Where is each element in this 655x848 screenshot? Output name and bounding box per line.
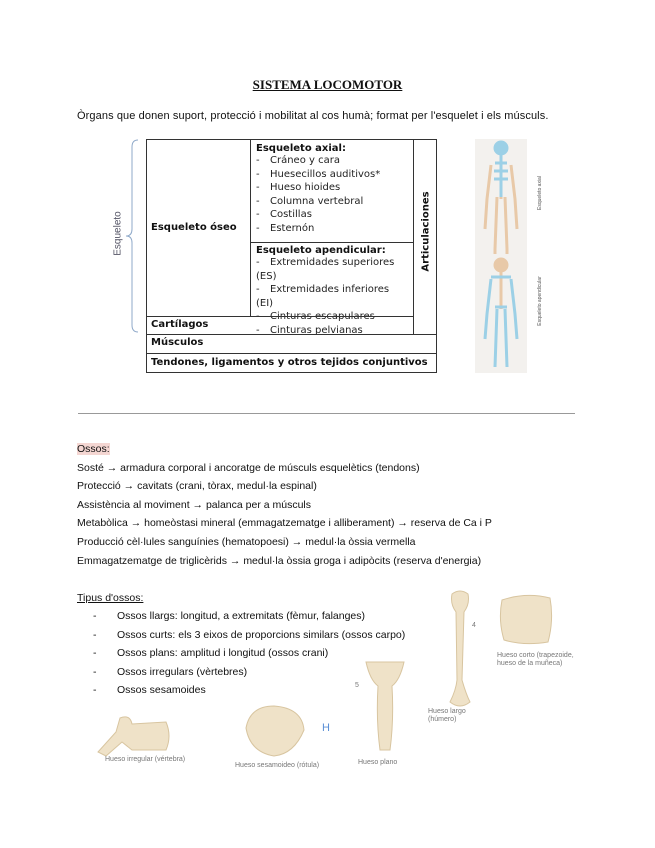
figure-number: 5 [355, 682, 359, 689]
esqueleto-label: Esqueleto [112, 211, 124, 256]
skeleton-label-axial: Esqueleto axial [537, 176, 543, 210]
caption-irregular: Hueso irregular (vértebra) [105, 756, 186, 763]
page-title: SISTEMA LOCOMOTOR [252, 77, 403, 92]
ossos-line: Protecció → cavitats (crani, tòrax, medul·la espinal) [77, 480, 317, 493]
list-item: - Extremidades inferiores (EI) [256, 284, 390, 309]
ossos-section [77, 440, 492, 570]
irregular-bone-image [96, 712, 172, 758]
list-item: - Ossos curts: els 3 eixos de proporcions similars (ossos carpo) [93, 628, 406, 641]
list-item: - Ossos plans: amplitud i longitud (ossos crani) [93, 647, 329, 660]
list-item: - Cinturas pelvianas [256, 324, 363, 336]
list-item: - Esternón [256, 222, 315, 234]
ossos-heading: Ossos: [77, 443, 110, 455]
sesamoid-bone-image [240, 704, 308, 758]
ossos-line: Assistència al moviment → palanca per a músculs [77, 498, 312, 511]
list-item: - Hueso hioides [256, 182, 341, 194]
cell-musculos: Músculos [146, 334, 437, 354]
apendicular-title: Esqueleto apendicular: [256, 245, 386, 256]
cell-tendones: Tendones, ligamentos y otros tejidos conjuntivos [146, 353, 437, 373]
list-item: - Costillas [256, 209, 312, 221]
list-item: - Ossos irregulars (vèrtebres) [93, 665, 248, 678]
list-item: - Ossos llargs: longitud, a extremitats (fèmur, falanges) [93, 610, 366, 622]
list-item: - Cinturas escapulares [256, 311, 375, 323]
intro-text: Òrgans que donen suport, protecció i mobilitat al cos humà; format per l'esquelet i els músculs. [77, 110, 549, 122]
long-bone-image [444, 590, 476, 712]
flat-bone-image [364, 660, 406, 756]
list-item: - Ossos sesamoides [93, 684, 206, 697]
cell-apendicular [250, 242, 414, 336]
brace-icon [124, 139, 144, 335]
cell-axial [250, 139, 414, 243]
stray-letter: H [322, 722, 330, 734]
list-item: - Extremidades superiores (ES) [256, 257, 395, 282]
ossos-line: Metabòlica → homeòstasi mineral (emmagatzematge i alliberament) → reserva de Ca i P [77, 517, 492, 530]
axial-title: Esqueleto axial: [256, 143, 346, 154]
articulaciones-label: Articulaciones [420, 191, 432, 272]
caption-corto: Hueso corto (trapezoide, hueso de la muñeca) [497, 652, 574, 667]
cell-oseo [146, 139, 251, 317]
ossos-line: Emmagatzematge de triglicèrids → medul·la òssia groga i adipòcits (reserva d'energia) [77, 554, 482, 567]
figure-number: 4 [472, 622, 476, 629]
axial-list [256, 154, 408, 236]
divider [78, 413, 575, 414]
caption-largo: Hueso largo (húmero) [428, 708, 466, 723]
cell-articulaciones [413, 139, 437, 335]
list-item: - Huesecillos auditivos* [256, 168, 381, 180]
oseo-label: Esqueleto óseo [151, 222, 237, 233]
list-item: - Columna vertebral [256, 195, 364, 207]
skeleton-image [475, 139, 527, 373]
short-bone-image [496, 592, 556, 646]
caption-plano: Hueso plano [358, 759, 398, 766]
caption-sesamoideo: Hueso sesamoideo (rótula) [235, 762, 320, 769]
skeleton-label-apendicular: Esqueleto apendicular [537, 276, 543, 326]
cell-cartilagos: Cartílagos [146, 316, 414, 335]
tipus-heading: Tipus d'ossos: [77, 592, 144, 604]
ossos-line: Producció cèl·lules sanguínies (hematopoesi) → medul·la òssia vermella [77, 535, 416, 548]
ossos-line: Sosté → armadura corporal i ancoratge de músculs esquelètics (tendons) [77, 461, 420, 474]
list-item: - Cráneo y cara [256, 155, 340, 166]
